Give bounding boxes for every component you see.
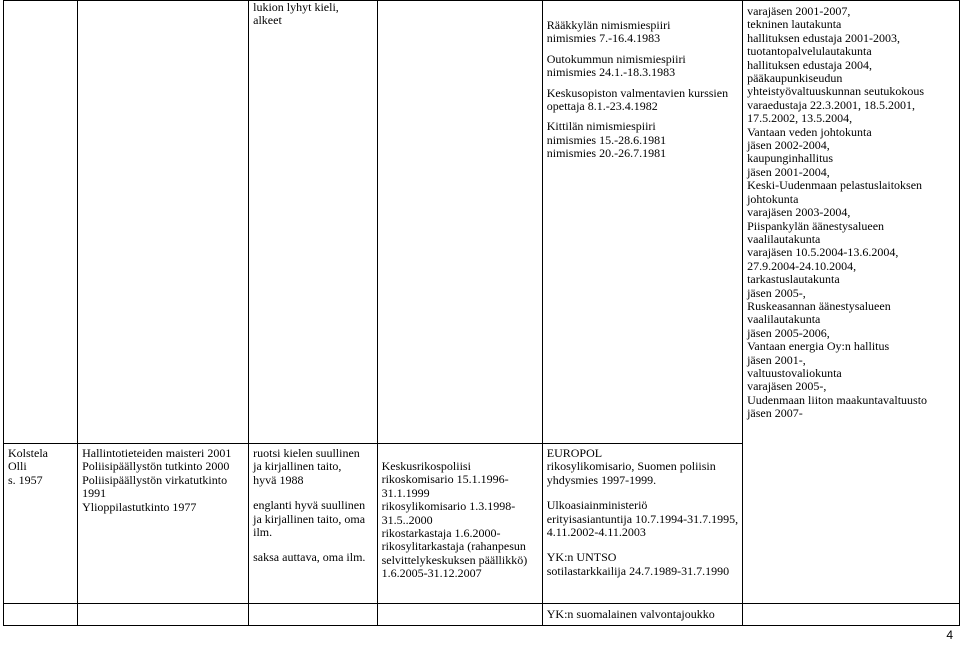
experience-line: nimismies 24.1.-18.3.1983 [546,65,676,80]
police-career-cell [377,444,542,604]
position-line: Ruskeasannan äänestysalueen [747,298,891,313]
position-line: valtuustovaliokunta [747,365,842,380]
other-career-last-line: YK:n suomalainen valvontajoukko [546,607,715,621]
other-career-line: YK:n UNTSO [546,550,617,565]
position-line: 27.9.2004-24.10.2004, [747,258,857,273]
position-line: tuotantopalvelulautakunta [747,44,872,59]
police-career-line: rikosylikomisario 1.3.1998- [381,499,516,514]
language-line: hyvä 1988 [253,472,304,487]
language-line: lukion lyhyt kieli, [253,0,339,14]
experience-line: Rääkkylän nimismiespiiri [546,18,671,32]
position-line: kaupunginhallitus [747,151,834,166]
position-line: jäsen 2005-2006, [747,325,830,340]
police-career-line: rikosylitarkastaja (rahanpesun [381,539,526,554]
empty-cell [743,604,960,626]
police-career-line: 31.5..2000 [381,512,433,527]
position-line: jäsen 2005-, [747,285,806,300]
education-cell [78,444,249,604]
education-line: Ylioppilastutkinto 1977 [82,499,197,514]
education-line: 1991 [82,486,107,501]
position-line: varajäsen 2005-, [747,379,827,394]
position-line: jäsen 2001-2004, [747,164,830,179]
positions-cell [743,1,960,604]
other-career-line: sotilastarkkailija 24.7.1989-31.7.1990 [546,563,730,578]
languages-cell-top [249,1,377,444]
experience-line: nimismies 7.-16.4.1983 [546,31,661,46]
languages-cell [249,444,377,604]
other-career-line: yhdysmies 1997-1999. [546,472,657,487]
languages-block [253,447,372,565]
police-career-line: rikoskomisario 15.1.1996- [381,472,509,487]
page-number: 4 [946,628,953,642]
other-career-line: 4.11.2002-4.11.2003 [546,525,646,540]
position-line: johtokunta [747,191,799,206]
position-line: jäsen 2001-, [747,352,806,367]
police-career-block [382,460,538,581]
position-line: varajäsen 2001-2007, [747,4,851,18]
education-line: Poliisipäällystön virkatutkinto [82,472,228,487]
empty-cell [377,604,542,626]
position-line: pääkaupunkiseudun [747,71,843,86]
name-line: Olli [8,459,27,474]
position-line: vaalilautakunta [747,231,821,246]
language-line: alkeet [253,13,282,28]
experience-cell-top [542,1,742,444]
other-career-line: Ulkoasiainministeriö [546,498,648,513]
name-cell [4,444,78,604]
name-line: s. 1957 [8,472,43,487]
position-line: Uudenmaan liiton maakuntavaltuusto [747,392,928,407]
positions-block [747,5,955,421]
other-career-line: EUROPOL [546,446,603,460]
position-line: 17.5.2002, 13.5.2004, [747,111,853,126]
position-line: varajäsen 10.5.2004-13.6.2004, [747,245,899,260]
language-line: englanti hyvä suullinen [253,498,366,513]
empty-cell [377,1,542,444]
language-line: ja kirjallinen taito, [253,459,342,474]
experience-top-block [547,19,738,161]
position-line: Vantaan veden johtokunta [747,124,872,139]
police-career-line: 31.1.1999 [381,485,430,500]
other-career-last-cell [542,604,742,626]
position-line: tarkastuslautakunta [747,272,840,287]
other-career-line: erityisasiantuntija 10.7.1994-31.7.1995, [546,511,739,526]
position-line: Piispankylän äänestysalueen [747,218,885,233]
education-line: Poliisipäällystön tutkinto 2000 [82,459,230,474]
empty-cell [4,1,78,444]
position-line: hallituksen edustaja 2004, [747,57,873,72]
position-line: tekninen lautakunta [747,17,842,32]
experience-line: Keskusopiston valmentavien kurssien [546,85,729,100]
police-career-line: rikostarkastaja 1.6.2000- [381,526,501,541]
position-line: varaedustaja 22.3.2001, 18.5.2001, [747,97,916,112]
other-career-cell [542,444,742,604]
position-line: jäsen 2007- [747,406,803,421]
position-line: jäsen 2002-2004, [747,138,830,153]
empty-cell [78,1,249,444]
experience-line: Outokummun nimismiespiiri [546,51,686,66]
police-career-line: selvittelykeskuksen päällikkö) [381,552,528,567]
language-line: ruotsi kielen suullinen [253,446,360,460]
empty-cell [249,604,377,626]
experience-line: nimismies 20.-26.7.1981 [546,146,667,161]
other-career-block [547,447,738,578]
police-career-line: 1.6.2005-31.12.2007 [381,566,482,581]
police-career-line: Keskusrikospoliisi [381,459,471,473]
cv-table [3,0,960,626]
position-line: vaalilautakunta [747,312,821,327]
table-row-top [4,1,960,444]
table-row-bottom [4,604,960,626]
languages-top-block [253,1,372,28]
person-name [8,447,73,487]
experience-line: Kittilän nimismiespiiri [546,119,656,134]
experience-line: opettaja 8.1.-23.4.1982 [546,99,658,114]
education-block [82,447,244,514]
experience-line: nimismies 15.-28.6.1981 [546,132,667,147]
language-line: saksa auttava, oma ilm. [253,550,366,565]
position-line: Keski-Uudenmaan pelastuslaitoksen [747,178,923,193]
position-line: varajäsen 2003-2004, [747,205,851,220]
position-line: hallituksen edustaja 2001-2003, [747,30,901,45]
language-line: ja kirjallinen taito, oma [253,511,366,526]
empty-cell [4,604,78,626]
education-line: Hallintotieteiden maisteri 2001 [82,446,232,460]
empty-cell [78,604,249,626]
position-line: Vantaan energia Oy:n hallitus [747,339,890,354]
other-career-line: rikosylikomisario, Suomen poliisin [546,459,716,474]
name-line: Kolstela [8,446,48,460]
language-line: ilm. [253,525,273,540]
position-line: yhteistyövaltuuskunnan seutukokous [747,84,925,99]
